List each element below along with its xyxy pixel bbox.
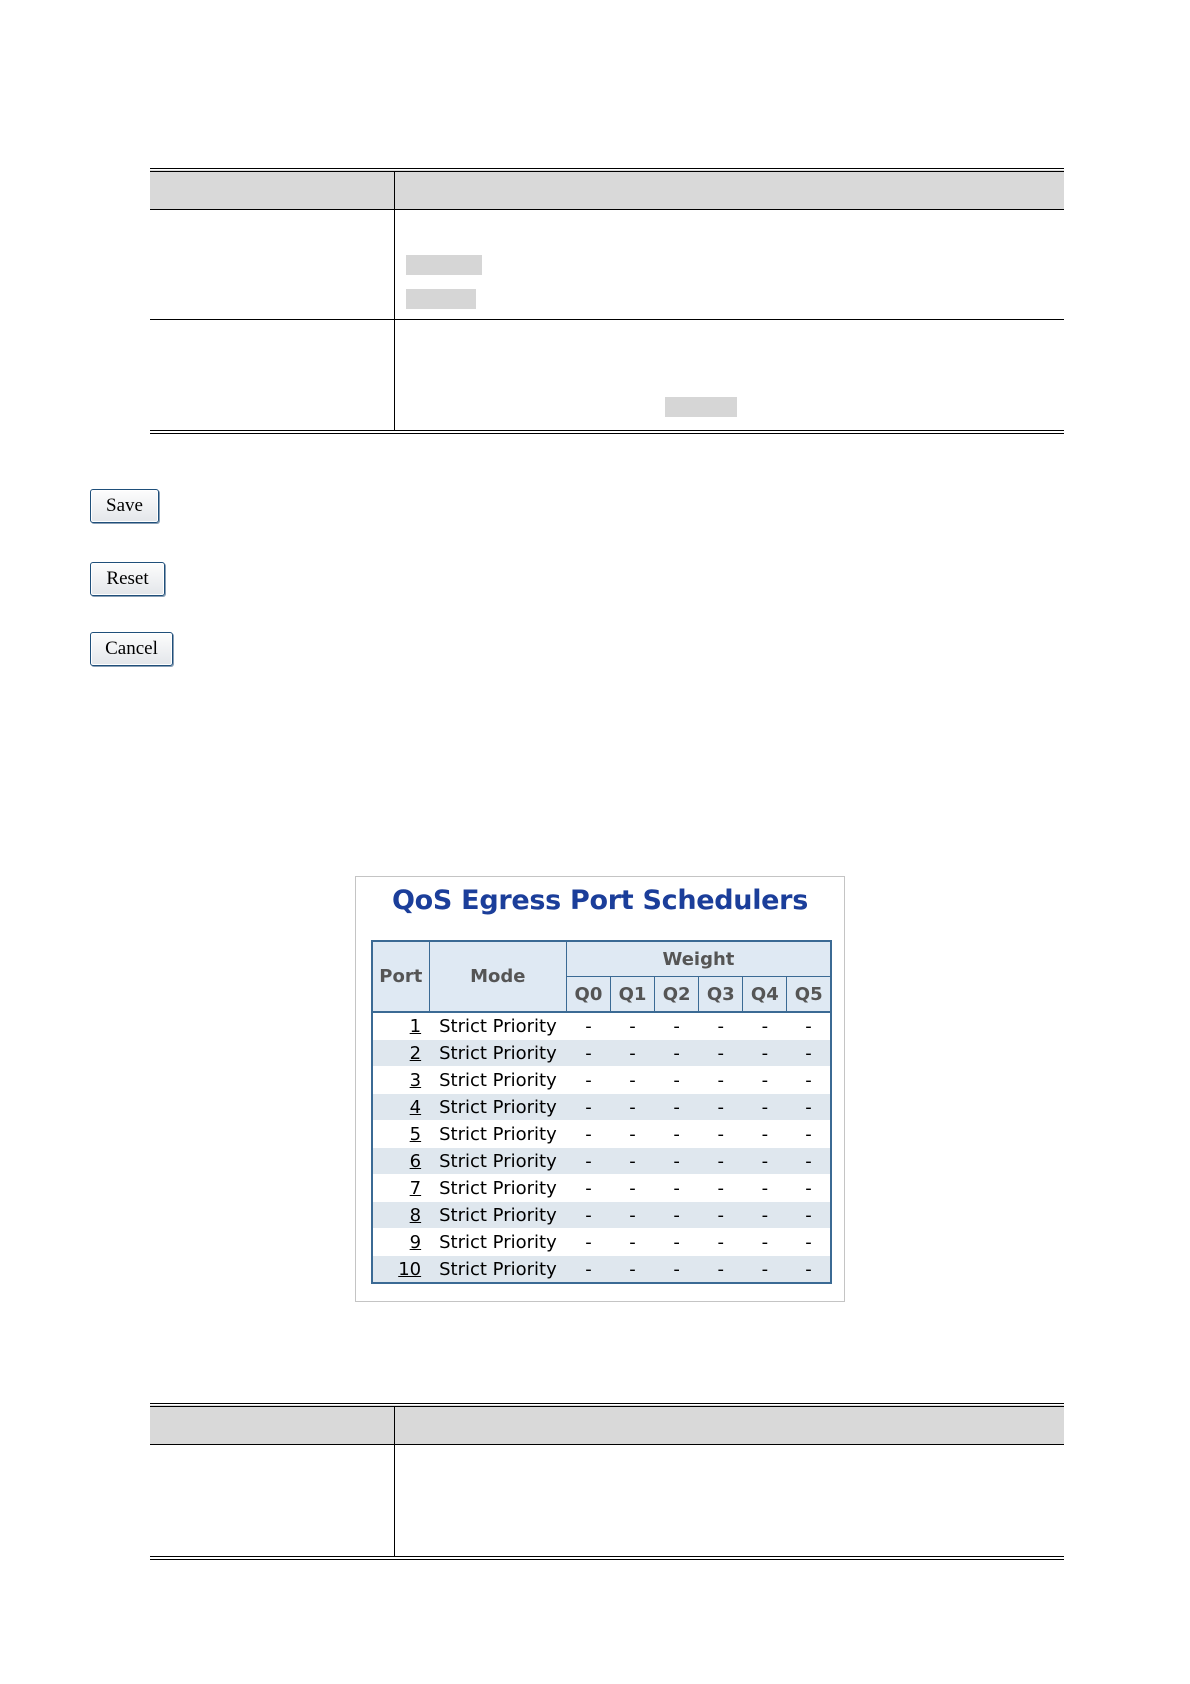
mode-cell: Strict Priority (429, 1202, 566, 1229)
table-row (372, 1148, 831, 1175)
port-cell (372, 1175, 429, 1202)
highlighted-term (406, 255, 482, 275)
weight-cell: - (743, 1202, 787, 1229)
port-link[interactable]: 6 (409, 1150, 422, 1172)
cancel-button[interactable]: Cancel (90, 632, 173, 666)
mode-cell: Strict Priority (429, 1175, 566, 1202)
table-row (372, 1040, 831, 1067)
weight-cell: - (611, 1148, 655, 1175)
weight-cell: - (611, 1121, 655, 1148)
weight-cell: - (699, 1040, 743, 1067)
weight-cell: - (743, 1175, 787, 1202)
weight-cell: - (743, 1094, 787, 1121)
weight-cell: - (699, 1148, 743, 1175)
save-button[interactable]: Save (90, 489, 159, 523)
weight-cell: - (655, 1229, 699, 1256)
weight-cell: - (787, 1202, 831, 1229)
weight-cell: - (566, 1256, 610, 1284)
mode-cell: Strict Priority (429, 1012, 566, 1040)
weight-cell: - (699, 1256, 743, 1284)
parameter-table-header (150, 1405, 1064, 1445)
weight-cell: - (787, 1175, 831, 1202)
object-header (150, 170, 394, 210)
weight-cell: - (611, 1229, 655, 1256)
port-column-header: Port (372, 941, 429, 1012)
object-header (150, 1405, 394, 1445)
port-link[interactable]: 8 (409, 1204, 422, 1226)
weight-cell: - (655, 1121, 699, 1148)
weight-cell: - (743, 1148, 787, 1175)
parameter-table-bottom (150, 1403, 1064, 1560)
weight-cell: - (743, 1012, 787, 1040)
weight-cell: - (787, 1121, 831, 1148)
weight-cell: - (611, 1256, 655, 1284)
port-link[interactable]: 5 (409, 1123, 422, 1145)
weight-cell: - (611, 1094, 655, 1121)
table-row (372, 1175, 831, 1202)
table-row (372, 1256, 831, 1284)
port-cell (372, 1256, 429, 1284)
parameter-table-header (150, 170, 1064, 210)
weight-cell: - (611, 1202, 655, 1229)
scheduler-table (371, 940, 832, 1284)
table-row (372, 1094, 831, 1121)
weight-cell: - (611, 1040, 655, 1067)
weight-cell: - (743, 1229, 787, 1256)
weight-cell: - (655, 1148, 699, 1175)
weight-cell: - (566, 1121, 610, 1148)
description-cell (394, 1445, 1064, 1559)
weight-cell: - (566, 1148, 610, 1175)
weight-cell: - (699, 1012, 743, 1040)
weight-cell: - (566, 1202, 610, 1229)
port-link[interactable]: 7 (409, 1177, 422, 1199)
port-cell (372, 1040, 429, 1067)
object-cell (150, 320, 394, 433)
mode-cell: Strict Priority (429, 1256, 566, 1284)
weight-cell: - (566, 1229, 610, 1256)
weight-cell: - (743, 1067, 787, 1094)
weight-cell: - (655, 1094, 699, 1121)
mode-cell: Strict Priority (429, 1040, 566, 1067)
port-cell (372, 1148, 429, 1175)
weight-cell: - (787, 1040, 831, 1067)
mode-cell: Strict Priority (429, 1121, 566, 1148)
weight-cell: - (743, 1121, 787, 1148)
weight-cell: - (699, 1175, 743, 1202)
parameter-table-top (150, 168, 1064, 434)
weight-cell: - (566, 1067, 610, 1094)
weight-cell: - (611, 1175, 655, 1202)
port-cell (372, 1229, 429, 1256)
weight-cell: - (787, 1012, 831, 1040)
description-header (394, 170, 1064, 210)
table-row (372, 1202, 831, 1229)
port-cell (372, 1202, 429, 1229)
weight-cell: - (787, 1094, 831, 1121)
weight-cell: - (655, 1175, 699, 1202)
weight-column-header: Weight (566, 941, 831, 977)
weight-cell: - (699, 1067, 743, 1094)
weight-cell: - (787, 1067, 831, 1094)
queue-header-q2: Q2 (655, 977, 699, 1013)
weight-cell: - (699, 1202, 743, 1229)
highlighted-term (406, 289, 476, 309)
weight-cell: - (611, 1012, 655, 1040)
weight-cell: - (787, 1148, 831, 1175)
page-title: QoS Egress Port Schedulers (392, 885, 808, 916)
weight-cell: - (566, 1040, 610, 1067)
weight-cell: - (655, 1012, 699, 1040)
reset-button[interactable]: Reset (90, 562, 165, 596)
queue-header-q1: Q1 (611, 977, 655, 1013)
scheduler-screenshot (355, 876, 845, 1302)
mode-cell: Strict Priority (429, 1229, 566, 1256)
weight-cell: - (743, 1040, 787, 1067)
port-link[interactable]: 4 (409, 1096, 422, 1118)
queue-header-q5: Q5 (787, 977, 831, 1013)
object-cell (150, 210, 394, 320)
description-cell (394, 210, 1064, 320)
table-row (372, 1229, 831, 1256)
weight-cell: - (655, 1067, 699, 1094)
table-row (150, 1445, 1064, 1559)
table-row (372, 1067, 831, 1094)
mode-column-header: Mode (429, 941, 566, 1012)
weight-cell: - (743, 1256, 787, 1284)
object-cell (150, 1445, 394, 1559)
weight-cell: - (699, 1229, 743, 1256)
weight-cell: - (655, 1040, 699, 1067)
highlighted-term (665, 397, 737, 417)
port-link[interactable]: 1 (409, 1015, 422, 1037)
table-row (150, 210, 1064, 320)
queue-header-q0: Q0 (566, 977, 610, 1013)
weight-cell: - (566, 1094, 610, 1121)
port-link[interactable]: 10 (398, 1258, 422, 1280)
weight-cell: - (699, 1094, 743, 1121)
weight-cell: - (566, 1175, 610, 1202)
table-row (150, 320, 1064, 433)
table-row (372, 1121, 831, 1148)
weight-cell: - (655, 1256, 699, 1284)
description-cell (394, 320, 1064, 433)
mode-cell: Strict Priority (429, 1094, 566, 1121)
port-cell (372, 1012, 429, 1040)
port-link[interactable]: 3 (409, 1069, 422, 1091)
port-cell (372, 1121, 429, 1148)
mode-cell: Strict Priority (429, 1067, 566, 1094)
table-row (372, 1012, 831, 1040)
weight-cell: - (611, 1067, 655, 1094)
weight-cell: - (787, 1229, 831, 1256)
port-link[interactable]: 2 (409, 1042, 422, 1064)
weight-cell: - (655, 1202, 699, 1229)
port-cell (372, 1094, 429, 1121)
weight-cell: - (566, 1012, 610, 1040)
queue-header-q3: Q3 (699, 977, 743, 1013)
description-header (394, 1405, 1064, 1445)
port-link[interactable]: 9 (409, 1231, 422, 1253)
queue-header-q4: Q4 (743, 977, 787, 1013)
weight-cell: - (699, 1121, 743, 1148)
weight-cell: - (787, 1256, 831, 1284)
mode-cell: Strict Priority (429, 1148, 566, 1175)
port-cell (372, 1067, 429, 1094)
